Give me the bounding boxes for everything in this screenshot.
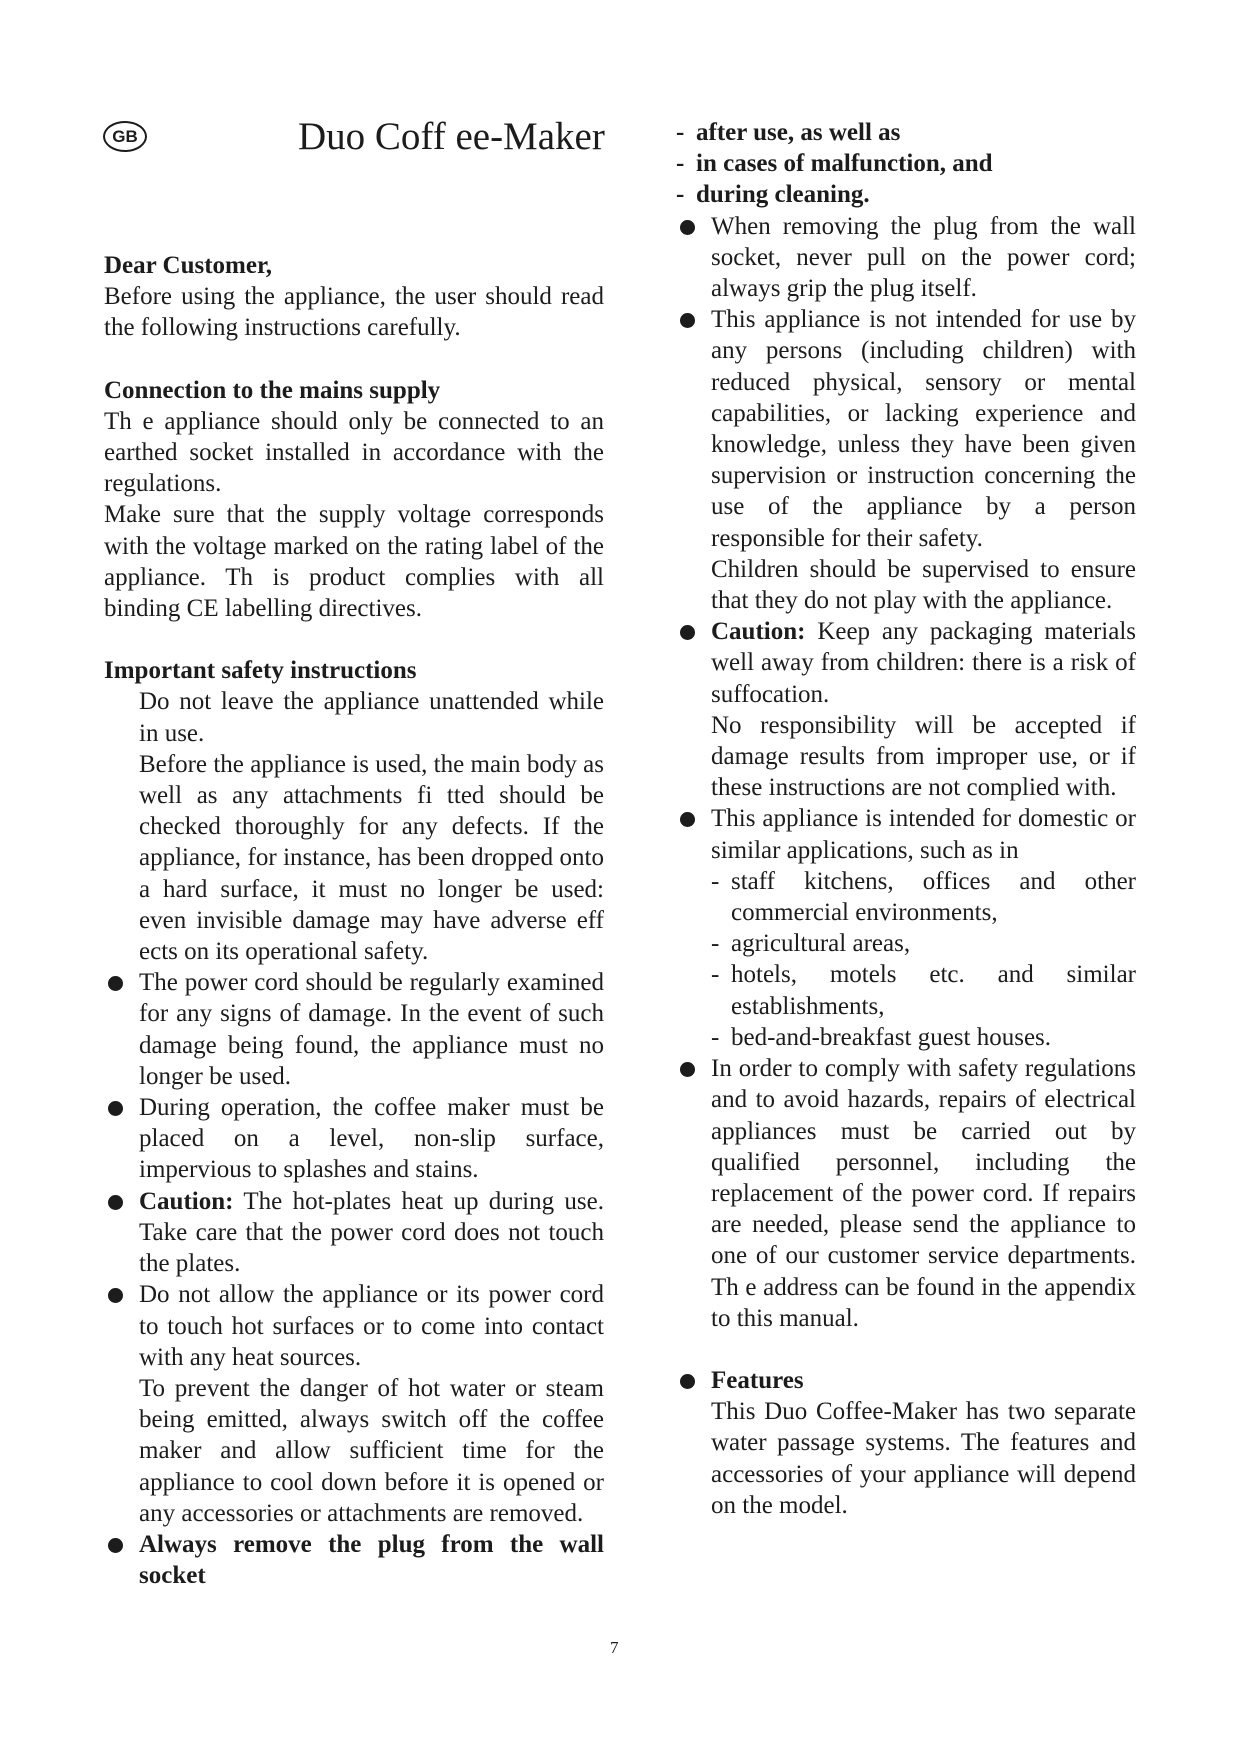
application-item: - staff kitchens, offices and other commercial environments, <box>711 866 1136 928</box>
safety-item-repairs: In order to comply with safety regulations and to avoid hazards, repairs of electrical appliances must be carried out by qualified personnel, including the replacement of the power cord. If repairs are needed, please send the appliance to one of our customer service departments. Th e address can be found in the appendix to this manual. <box>676 1053 1136 1334</box>
caution-label: Caution: <box>711 618 806 646</box>
safety-item-caution <box>104 1186 604 1280</box>
application-item: - bed-and-breakfast guest houses. <box>711 1022 1136 1053</box>
mains-paragraph-2: Make sure that the supply voltage corresponds with the voltage marked on the rating label of the appliance. Th is product complies with all binding CE labelling directives. <box>104 501 604 623</box>
safety-item-caution <box>676 616 1136 710</box>
application-item: - hotels, motels etc. and similar establishments, <box>711 959 1136 1021</box>
caution-text: Keep any packaging materials well away from children: there is a risk of suffocation. <box>711 618 1137 708</box>
left-column <box>104 250 604 1591</box>
safety-item: During operation, the coffee maker must be placed on a level, non-slip surface, impervious to splashes and stains. <box>104 1092 604 1186</box>
safety-item: This appliance is not intended for use by any persons (including children) with reduced physical, sensory or mental capabilities, or lacking experience and knowledge, unless they have been given supervision or instruction concerning the use of the appliance by a person responsible for their safety. <box>676 304 1136 554</box>
right-column <box>676 117 1136 1521</box>
plug-dash-item: - after use, as well as <box>676 117 1136 148</box>
safety-item: Children should be supervised to ensure that they do not play with the appliance. <box>711 555 1136 615</box>
applications-list <box>676 866 1136 1053</box>
page-number: 7 <box>610 1638 619 1657</box>
plug-dash-item: - in cases of malfunction, and <box>676 148 1136 179</box>
application-item: - agricultural areas, <box>711 928 1136 959</box>
safety-item: When removing the plug from the wall socket, never pull on the power cord; always grip the plug itself. <box>676 211 1136 305</box>
country-badge-gb: GB <box>103 121 147 152</box>
caution-text: The hot-plates heat up during use. Take care that the power cord does not touch the plates. <box>139 1187 604 1278</box>
plug-dash-item: - during cleaning. <box>676 179 1136 210</box>
safety-item: Do not leave the appliance unattended while in use. <box>139 688 604 747</box>
features-heading: Features <box>711 1366 804 1394</box>
features-section <box>676 1365 1136 1521</box>
safety-item: To prevent the danger of hot water or steam being emitted, always switch off the coffee maker and allow sufficient time for the appliance to cool down before it is opened or any accessories or attachments are removed. <box>139 1374 604 1527</box>
safety-item: Do not allow the appliance or its power cord to touch hot surfaces or to come into contact with any heat sources. <box>104 1279 604 1373</box>
safety-item: No responsibility will be accepted if damage results from improper use, or if these instructions are not complied with. <box>711 711 1136 802</box>
mains-heading: Connection to the mains supply <box>104 376 441 404</box>
intro-text: Before using the appliance, the user should read the following instructions carefully. <box>104 283 604 342</box>
features-text: This Duo Coffee-Maker has two separate water passage systems. The features and accessories of your appliance will depend on the model. <box>711 1398 1136 1519</box>
safety-item: This appliance is intended for domestic or similar applications, such as in <box>676 803 1136 865</box>
safety-item: Before the appliance is used, the main body as well as any attachments fi tted should be checked thoroughly for any defects. If the appliance, for instance, has been dropped onto a hard surface, it must no longer be used: even invisible damage may have adverse eff ects on its operational safety. <box>139 750 604 966</box>
safety-item-plug: Always remove the plug from the wall socket <box>104 1529 604 1591</box>
caution-label: Caution: <box>139 1187 234 1215</box>
page-title: Duo Coff ee-Maker <box>298 115 605 158</box>
safety-item: The power cord should be regularly examined for any signs of damage. In the event of such damage being found, the appliance must no longer be used. <box>104 967 604 1092</box>
mains-paragraph-1: Th e appliance should only be connected to an earthed socket installed in accordance with the regulations. <box>104 407 604 498</box>
greeting: Dear Customer, <box>104 252 273 279</box>
safety-heading: Important safety instructions <box>104 657 417 685</box>
